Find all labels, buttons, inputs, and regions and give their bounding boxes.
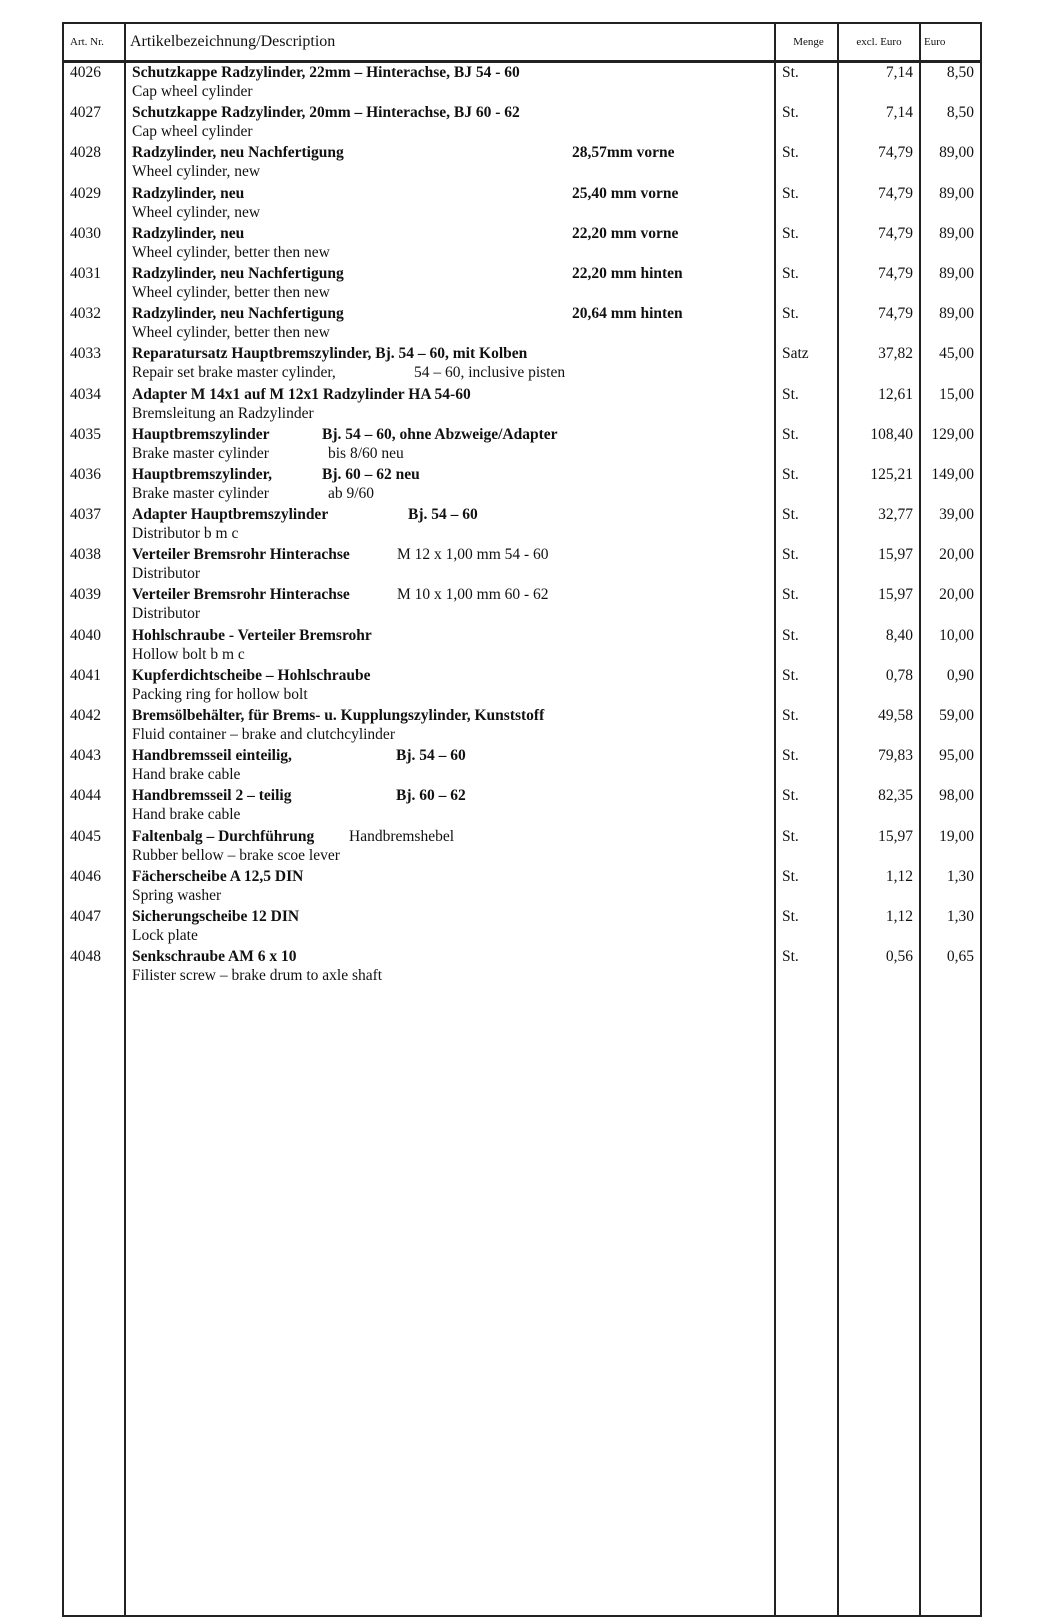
article-number: 4047 (70, 907, 101, 925)
price-excl: 125,21 (870, 465, 913, 483)
description-en-spec: ab 9/60 (328, 484, 375, 502)
table-row (64, 667, 980, 707)
article-number: 4046 (70, 867, 101, 885)
price-excl: 15,97 (878, 546, 913, 564)
description-de: Hauptbremszylinder (132, 425, 270, 443)
table-row (64, 627, 980, 667)
price-excl: 7,14 (885, 64, 913, 81)
table-row (64, 225, 980, 265)
description-de: Sicherungscheibe 12 DIN (132, 907, 300, 925)
table-row (64, 707, 980, 747)
article-number: 4033 (70, 345, 101, 363)
description-en: Wheel cylinder, better then new (132, 324, 330, 342)
unit: St. (782, 907, 799, 925)
description-spec: M 12 x 1,00 mm 54 - 60 (397, 546, 549, 564)
price-excl: 1,12 (885, 907, 913, 925)
unit: St. (782, 264, 799, 282)
table-row (64, 265, 980, 305)
description-en-spec: bis 8/60 neu (328, 444, 404, 462)
description-en: Hollow bolt b m c (132, 645, 245, 663)
article-number: 4031 (70, 264, 101, 282)
description-en: Distributor (132, 605, 201, 623)
description-en: Lock plate (132, 926, 198, 944)
unit: St. (782, 465, 799, 483)
parts-table (62, 22, 982, 1617)
description-en: Filister screw – brake drum to axle shaft (132, 967, 383, 985)
description-de: Adapter Hauptbremszylinder (132, 506, 329, 524)
description-en: Hand brake cable (132, 766, 241, 784)
description-en: Packing ring for hollow bolt (132, 685, 308, 703)
price-incl: 0,65 (946, 948, 974, 966)
description-de: Senkschraube AM 6 x 10 (132, 948, 297, 966)
table-row (64, 386, 980, 426)
price-incl: 39,00 (939, 506, 974, 524)
article-number: 4039 (70, 586, 101, 604)
description-en: Fluid container – brake and clutchcylinder (132, 726, 395, 743)
description-spec: Handbremshebel (349, 827, 455, 845)
price-incl: 89,00 (939, 144, 974, 162)
price-incl: 95,00 (939, 747, 974, 765)
article-number: 4043 (70, 747, 101, 765)
price-incl: 8,50 (946, 64, 974, 81)
price-excl: 1,12 (885, 867, 913, 885)
price-incl: 20,00 (939, 546, 974, 564)
price-excl: 15,97 (878, 827, 913, 845)
price-incl: 0,90 (946, 666, 974, 684)
description-spec: Bj. 54 – 60 (396, 747, 466, 765)
header-excl-euro: excl. Euro (856, 36, 902, 48)
header-euro: Euro (924, 36, 946, 48)
price-incl: 89,00 (939, 224, 974, 242)
description-de: Hauptbremszylinder, (132, 465, 272, 483)
price-excl: 74,79 (878, 224, 913, 242)
price-excl: 8,40 (885, 626, 913, 644)
price-excl: 0,78 (885, 666, 913, 684)
price-incl: 129,00 (931, 425, 974, 443)
unit: St. (782, 506, 799, 524)
unit: St. (782, 948, 799, 966)
article-number: 4044 (70, 787, 101, 805)
table-row (64, 787, 980, 827)
price-incl: 59,00 (939, 707, 974, 724)
description-de: Radzylinder, neu (132, 184, 245, 202)
price-excl: 74,79 (878, 144, 913, 162)
table-row (64, 506, 980, 546)
header-menge: Menge (793, 36, 824, 48)
description-de: Hohlschraube - Verteiler Bremsrohr (132, 626, 372, 644)
article-number: 4041 (70, 666, 101, 684)
description-de: Radzylinder, neu Nachfertigung (132, 144, 344, 162)
description-de: Handbremsseil einteilig, (132, 747, 292, 765)
description-en: Hand brake cable (132, 806, 241, 824)
price-excl: 49,58 (878, 707, 913, 724)
article-number: 4037 (70, 506, 101, 524)
description-en: Distributor (132, 565, 201, 583)
description-de: Bremsölbehälter, für Brems- u. Kupplungszylinder, Kunststoff (132, 707, 545, 724)
description-en: Wheel cylinder, better then new (132, 243, 330, 261)
price-incl: 89,00 (939, 264, 974, 282)
price-excl: 108,40 (870, 425, 913, 443)
price-incl: 8,50 (946, 104, 974, 122)
table-row (64, 144, 980, 184)
unit: St. (782, 707, 799, 724)
description-en: Wheel cylinder, new (132, 203, 261, 221)
table-row (64, 426, 980, 466)
description-en: Repair set brake master cylinder, (132, 364, 336, 382)
description-spec: Bj. 60 – 62 neu (322, 465, 420, 483)
price-excl: 15,97 (878, 586, 913, 604)
article-number: 4032 (70, 305, 101, 323)
unit: St. (782, 184, 799, 202)
unit: St. (782, 104, 799, 122)
table-row (64, 185, 980, 225)
article-number: 4030 (70, 224, 101, 242)
price-incl: 149,00 (931, 465, 974, 483)
description-spec: Bj. 54 – 60, ohne Abzweige/Adapter (322, 425, 558, 443)
description-de: Faltenbalg – Durchführung (132, 827, 315, 845)
article-number: 4042 (70, 707, 101, 724)
unit: St. (782, 305, 799, 323)
unit: St. (782, 385, 799, 403)
article-number: 4026 (70, 64, 101, 81)
table-row (64, 586, 980, 626)
header-art-nr: Art. Nr. (70, 36, 104, 48)
price-incl: 10,00 (939, 626, 974, 644)
description-spec: 22,20 mm hinten (572, 264, 683, 282)
description-de: Verteiler Bremsrohr Hinterachse (132, 546, 350, 564)
table-row (64, 104, 980, 144)
description-en: Cap wheel cylinder (132, 83, 253, 100)
price-incl: 45,00 (939, 345, 974, 363)
unit: St. (782, 586, 799, 604)
unit: St. (782, 867, 799, 885)
unit: Satz (782, 345, 809, 363)
article-number: 4038 (70, 546, 101, 564)
price-incl: 15,00 (939, 385, 974, 403)
table-row (64, 908, 980, 948)
description-de: Radzylinder, neu Nachfertigung (132, 305, 344, 323)
price-incl: 89,00 (939, 184, 974, 202)
description-de: Adapter M 14x1 auf M 12x1 Radzylinder HA 54-60 (132, 385, 471, 403)
table-row (64, 546, 980, 586)
price-excl: 74,79 (878, 305, 913, 323)
unit: St. (782, 787, 799, 805)
header-divider (64, 60, 980, 63)
article-number: 4040 (70, 626, 101, 644)
description-spec: 20,64 mm hinten (572, 305, 683, 323)
article-number: 4027 (70, 104, 101, 122)
unit: St. (782, 626, 799, 644)
table-row (64, 868, 980, 908)
table-row (64, 828, 980, 868)
description-de: Reparatursatz Hauptbremszylinder, Bj. 54 – 60, mit Kolben (132, 345, 528, 363)
description-spec: 25,40 mm vorne (572, 184, 679, 202)
price-excl: 79,83 (878, 747, 913, 765)
article-number: 4028 (70, 144, 101, 162)
price-excl: 32,77 (878, 506, 913, 524)
description-de: Handbremsseil 2 – teilig (132, 787, 292, 805)
article-number: 4048 (70, 948, 101, 966)
table-row (64, 466, 980, 506)
price-excl: 12,61 (878, 385, 913, 403)
table-row (64, 747, 980, 787)
description-en: Brake master cylinder (132, 484, 269, 502)
description-spec: 22,20 mm vorne (572, 224, 679, 242)
price-excl: 74,79 (878, 184, 913, 202)
article-number: 4035 (70, 425, 101, 443)
table-row (64, 64, 980, 104)
price-incl: 19,00 (939, 827, 974, 845)
table-row (64, 948, 980, 988)
unit: St. (782, 747, 799, 765)
price-incl: 1,30 (946, 867, 974, 885)
description-de: Radzylinder, neu (132, 224, 245, 242)
price-excl: 0,56 (885, 948, 913, 966)
price-incl: 89,00 (939, 305, 974, 323)
description-de: Schutzkappe Radzylinder, 20mm – Hinterachse, BJ 60 - 62 (132, 104, 520, 122)
unit: St. (782, 64, 799, 81)
unit: St. (782, 546, 799, 564)
unit: St. (782, 827, 799, 845)
table-row (64, 305, 980, 345)
description-en: Rubber bellow – brake scoe lever (132, 846, 340, 864)
header-description: Artikelbezeichnung/Description (130, 33, 336, 50)
description-en: Spring washer (132, 886, 222, 904)
unit: St. (782, 144, 799, 162)
description-spec: M 10 x 1,00 mm 60 - 62 (397, 586, 549, 604)
description-en: Distributor b m c (132, 525, 239, 543)
article-number: 4036 (70, 465, 101, 483)
price-excl: 7,14 (885, 104, 913, 122)
price-excl: 82,35 (878, 787, 913, 805)
description-spec: Bj. 60 – 62 (396, 787, 466, 805)
description-spec: 28,57mm vorne (572, 144, 675, 162)
description-de: Verteiler Bremsrohr Hinterachse (132, 586, 350, 604)
unit: St. (782, 666, 799, 684)
description-de: Fächerscheibe A 12,5 DIN (132, 867, 304, 885)
price-incl: 98,00 (939, 787, 974, 805)
description-en: Wheel cylinder, better then new (132, 283, 330, 301)
article-number: 4045 (70, 827, 101, 845)
description-en: Bremsleitung an Radzylinder (132, 404, 314, 422)
unit: St. (782, 425, 799, 443)
description-en-spec: 54 – 60, inclusive pisten (414, 364, 566, 382)
price-excl: 74,79 (878, 264, 913, 282)
description-de: Kupferdichtscheibe – Hohlschraube (132, 666, 371, 684)
table-row (64, 345, 980, 385)
article-number: 4034 (70, 385, 101, 403)
description-de: Radzylinder, neu Nachfertigung (132, 264, 344, 282)
description-en: Brake master cylinder (132, 444, 269, 462)
description-de: Schutzkappe Radzylinder, 22mm – Hinterachse, BJ 54 - 60 (132, 64, 520, 81)
unit: St. (782, 224, 799, 242)
description-en: Wheel cylinder, new (132, 163, 261, 181)
price-incl: 20,00 (939, 586, 974, 604)
price-incl: 1,30 (946, 907, 974, 925)
description-en: Cap wheel cylinder (132, 123, 253, 141)
description-spec: Bj. 54 – 60 (408, 506, 478, 524)
article-number: 4029 (70, 184, 101, 202)
price-excl: 37,82 (878, 345, 913, 363)
table-body (64, 64, 980, 988)
